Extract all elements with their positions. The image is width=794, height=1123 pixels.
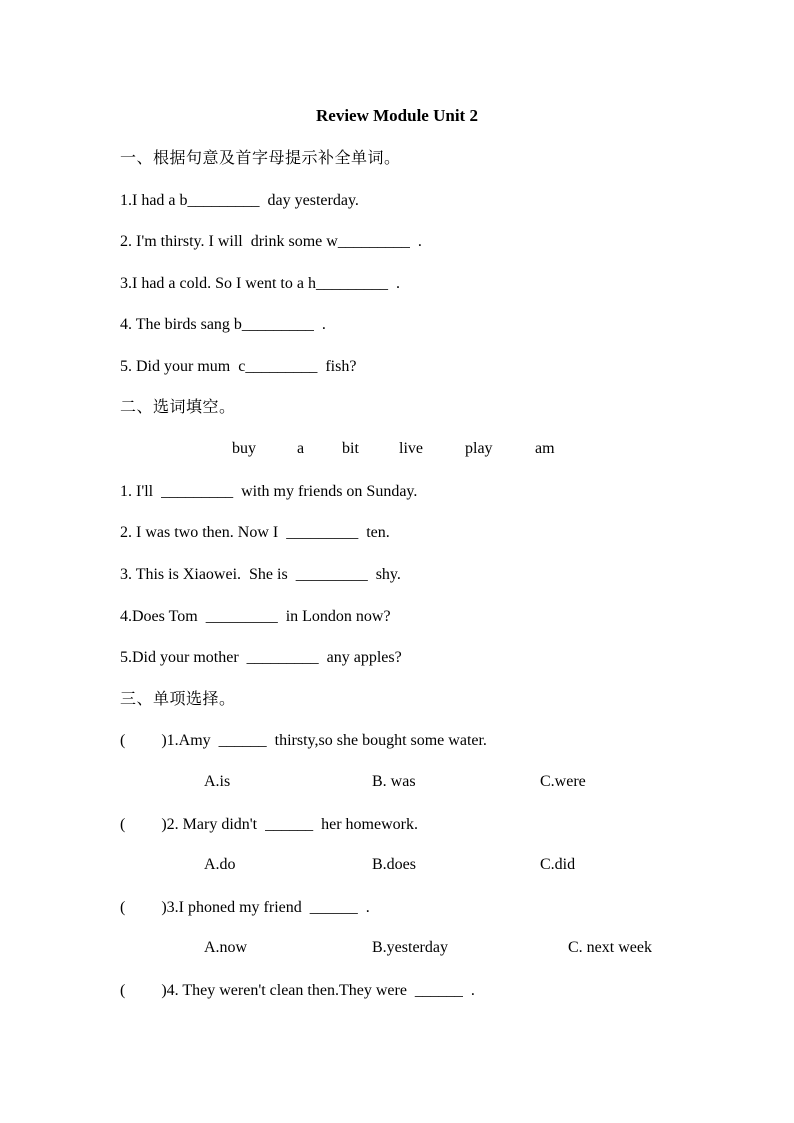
- page-title: Review Module Unit 2: [316, 106, 478, 125]
- question-3-option-a: A.now: [204, 939, 248, 956]
- section1-item-2: 2. I'm thirsty. I will drink some w_________ .: [120, 233, 422, 250]
- question-3-option-c: C. next week: [568, 939, 652, 956]
- word-bank-item: am: [535, 440, 555, 457]
- question-2-stem: ( )2. Mary didn't ______ her homework.: [120, 816, 418, 833]
- word-bank-item: bit: [342, 440, 359, 457]
- word-bank-item: buy: [232, 440, 256, 457]
- question-3-option-b: B.yesterday: [372, 939, 448, 956]
- section2-item-5: 5.Did your mother _________ any apples?: [120, 649, 402, 666]
- section1-heading: 一、根据句意及首字母提示补全单词。: [120, 150, 401, 167]
- question-1-option-a: A.is: [204, 773, 231, 790]
- section1-item-4: 4. The birds sang b_________ .: [120, 316, 326, 333]
- question-2-option-b: B.does: [372, 856, 416, 873]
- section2-item-3: 3. This is Xiaowei. She is _________ shy.: [120, 566, 401, 583]
- question-1-option-c: C.were: [540, 773, 586, 790]
- section1-item-3: 3.I had a cold. So I went to a h_________ .: [120, 275, 400, 292]
- section1-item-5: 5. Did your mum c_________ fish?: [120, 358, 357, 375]
- word-bank-item: play: [465, 440, 493, 457]
- question-3-stem: ( )3.I phoned my friend ______ .: [120, 899, 370, 916]
- question-2-option-c: C.did: [540, 856, 576, 873]
- section2-item-2: 2. I was two then. Now I _________ ten.: [120, 524, 390, 541]
- word-bank-item: live: [399, 440, 423, 457]
- question-2-option-a: A.do: [204, 856, 236, 873]
- section3-heading: 三、单项选择。: [120, 691, 236, 708]
- section1-item-1: 1.I had a b_________ day yesterday.: [120, 192, 359, 209]
- question-1-option-b: B. was: [372, 773, 416, 790]
- section2-item-1: 1. I'll _________ with my friends on Sunday.: [120, 483, 418, 500]
- question-1-stem: ( )1.Amy ______ thirsty,so she bought some water.: [120, 732, 487, 749]
- word-bank-item: a: [297, 440, 305, 457]
- section2-item-4: 4.Does Tom _________ in London now?: [120, 608, 391, 625]
- section2-heading: 二、选词填空。: [120, 399, 236, 416]
- question-4-stem: ( )4. They weren't clean then.They were ______ .: [120, 982, 475, 999]
